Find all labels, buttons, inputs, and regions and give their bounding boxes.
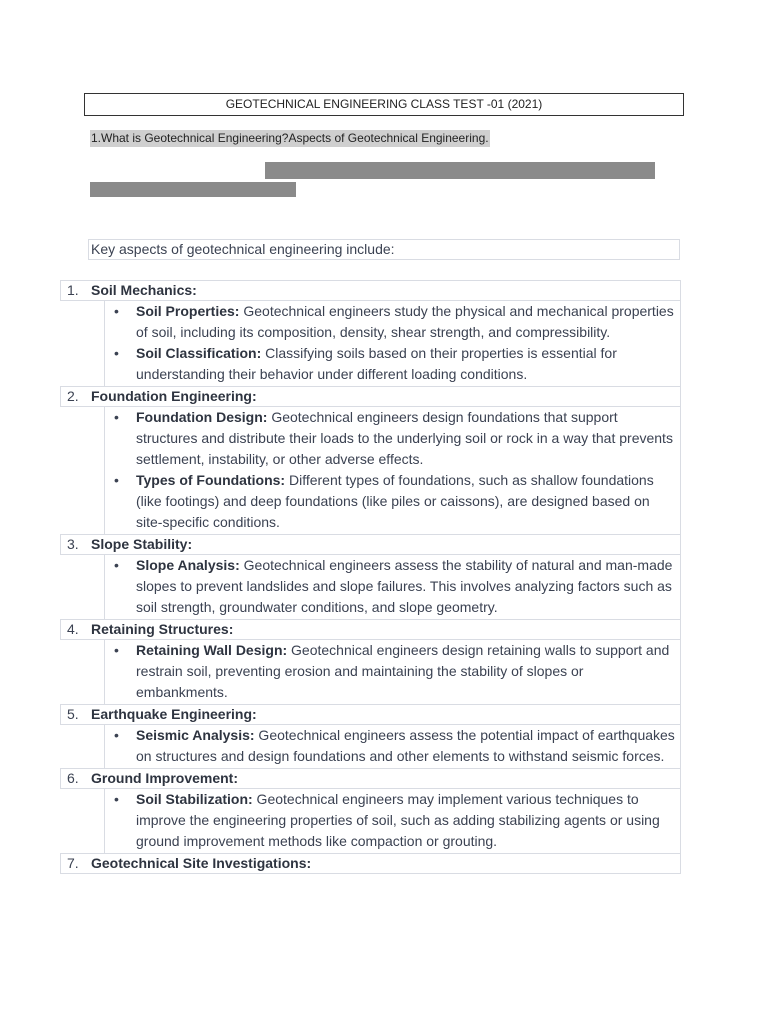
bullet-dot-icon: • (114, 557, 119, 573)
bullet-item (105, 470, 678, 533)
bullet-text: Geotechnical engineers design foundations that support structures and distribute their loads to the underlying soil or rock in a way that prevents settlement, instability, or other adverse effects. (136, 409, 673, 467)
section-heading: Ground Improvement: (91, 770, 239, 786)
list-number: 2. (67, 388, 79, 404)
bullet-term: Retaining Wall Design: (136, 642, 288, 658)
intro-text: Key aspects of geotechnical engineering include: (88, 239, 680, 260)
bullet-term: Soil Properties: (136, 303, 240, 319)
bullet-term: Types of Foundations: (136, 472, 286, 488)
bullet-item (105, 301, 678, 343)
section-bullets (104, 406, 681, 535)
section-heading: Slope Stability: (91, 536, 193, 552)
bullet-dot-icon: • (114, 303, 119, 319)
section-heading-row (60, 853, 681, 874)
page-title: GEOTECHNICAL ENGINEERING CLASS TEST -01 (2021) (84, 93, 684, 116)
redaction-bar (265, 162, 655, 179)
bullet-term: Slope Analysis: (136, 557, 240, 573)
bullet-dot-icon: • (114, 345, 119, 361)
bullet-text: Geotechnical engineers assess the potential impact of earthquakes on structures and design foundations and other elements to withstand seismic forces. (136, 727, 675, 764)
list-number: 1. (67, 282, 79, 298)
bullet-text: Geotechnical engineers may implement various techniques to improve the engineering properties of soil, such as adding stabilizing agents or using ground improvement methods like compaction or grouting. (136, 791, 660, 849)
bullet-term: Seismic Analysis: (136, 727, 255, 743)
bullet-dot-icon: • (114, 642, 119, 658)
bullet-term: Soil Stabilization: (136, 791, 253, 807)
bullet-item (105, 640, 678, 703)
bullet-item (105, 343, 678, 385)
section-heading: Geotechnical Site Investigations: (91, 855, 312, 871)
list-number: 5. (67, 706, 79, 722)
bullet-text: Classifying soils based on their properties is essential for understanding their behavior under different loading conditions. (136, 345, 617, 382)
list-number: 7. (67, 855, 79, 871)
section-bullets (104, 300, 681, 387)
bullet-text: Different types of foundations, such as shallow foundations (like footings) and deep foundations (like piles or caissons), are designed based on site-specific conditions. (136, 472, 654, 530)
bullet-dot-icon: • (114, 409, 119, 425)
section-heading-row (60, 386, 681, 407)
section-heading: Earthquake Engineering: (91, 706, 257, 722)
section-heading-row (60, 534, 681, 555)
section-heading: Retaining Structures: (91, 621, 234, 637)
section-bullets (104, 639, 681, 705)
bullet-term: Soil Classification: (136, 345, 262, 361)
question-heading: 1.What is Geotechnical Engineering?Aspects of Geotechnical Engineering. (91, 131, 489, 145)
section-heading-row (60, 280, 681, 301)
bullet-text: Geotechnical engineers assess the stability of natural and man-made slopes to prevent landslides and slope failures. This involves analyzing factors such as soil strength, groundwater conditions, and slope geometry. (136, 557, 673, 615)
section-bullets (104, 724, 681, 769)
bullet-dot-icon: • (114, 472, 119, 488)
section-bullets (104, 788, 681, 854)
bullet-text: Geotechnical engineers study the physical and mechanical properties of soil, including its composition, density, shear strength, and compressibility. (136, 303, 674, 340)
bullet-item (105, 725, 678, 767)
bullet-dot-icon: • (114, 727, 119, 743)
section-heading: Foundation Engineering: (91, 388, 257, 404)
bullet-item (105, 407, 678, 470)
list-number: 6. (67, 770, 79, 786)
section-bullets (104, 554, 681, 620)
bullet-text: Geotechnical engineers design retaining walls to support and restrain soil, preventing erosion and maintaining the stability of slopes or embankments. (136, 642, 670, 700)
section-heading: Soil Mechanics: (91, 282, 197, 298)
bullet-item (105, 555, 678, 618)
list-number: 4. (67, 621, 79, 637)
bullet-term: Foundation Design: (136, 409, 268, 425)
section-heading-row (60, 619, 681, 640)
aspects-list (60, 280, 681, 874)
bullet-item (105, 789, 678, 852)
bullet-dot-icon: • (114, 791, 119, 807)
section-heading-row (60, 768, 681, 789)
section-heading-row (60, 704, 681, 725)
redaction-bar (90, 182, 296, 197)
list-number: 3. (67, 536, 79, 552)
